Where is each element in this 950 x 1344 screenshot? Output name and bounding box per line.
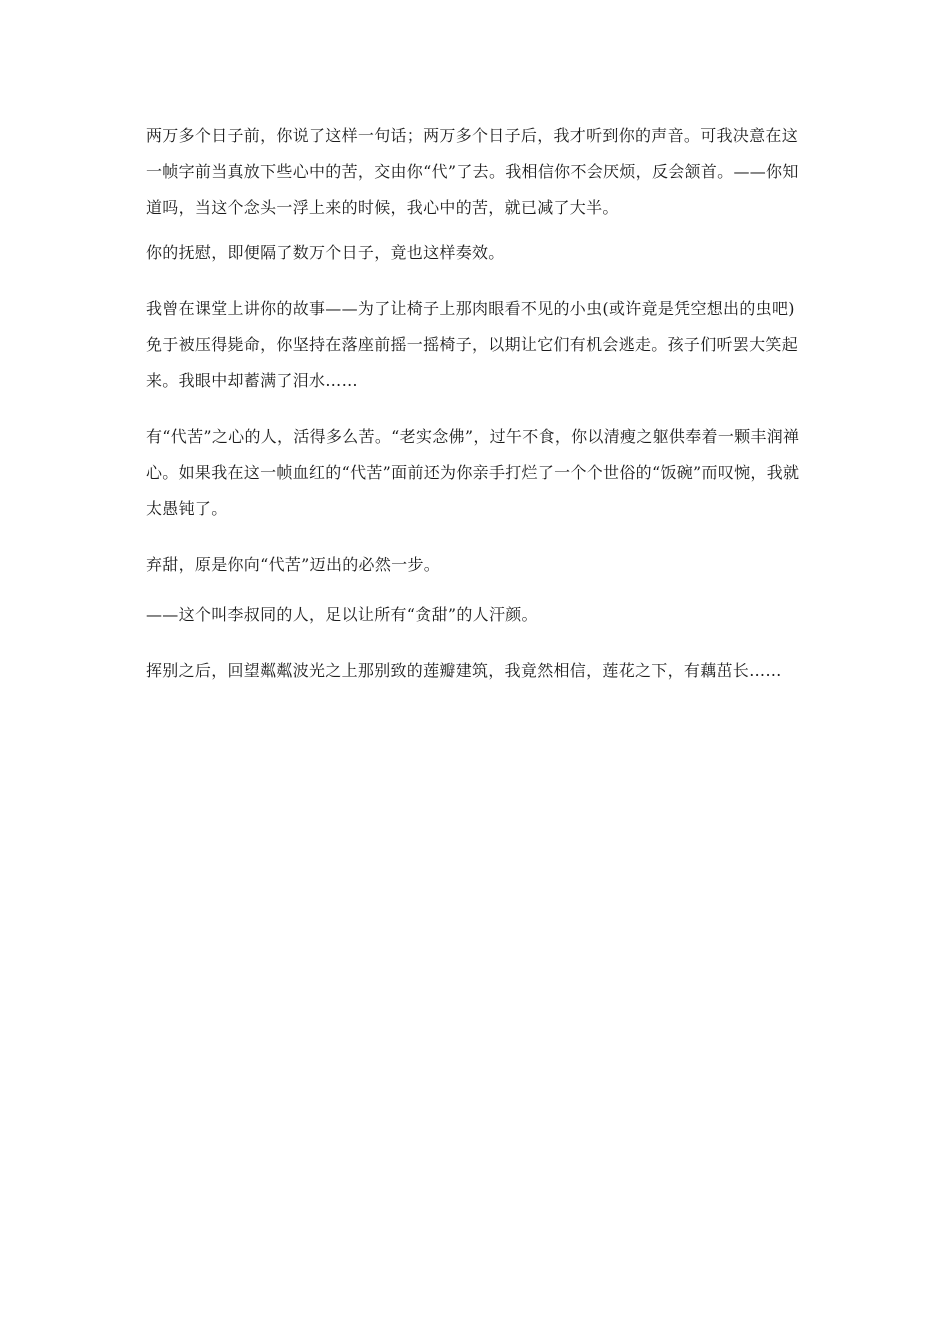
paragraph: 你的抚慰，即便隔了数万个日子，竟也这样奏效。 — [146, 243, 505, 262]
paragraph: 弃甜，原是你向“代苦”迈出的必然一步。 — [146, 555, 441, 574]
paragraph: ——这个叫李叔同的人，足以让所有“贪甜”的人汗颜。 — [146, 605, 538, 624]
paragraph: 我曾在课堂上讲你的故事——为了让椅子上那肉眼看不见的小虫(或许竟是凭空想出的虫吧)免于被压得毙命，你坚持在落座前摇一摇椅子，以期让它们有机会逃走。孩子们听罢大笑起来。我眼中却蓄满了泪水…… — [146, 299, 799, 390]
paragraph: 有“代苦”之心的人，活得多么苦。“老实念佛”，过午不食，你以清瘦之躯供奉着一颗丰润禅心。如果我在这一帧血红的“代苦”面前还为你亲手打烂了一个个世俗的“饭碗”而叹惋，我就太愚钝了。 — [146, 427, 800, 518]
paragraph: 挥别之后，回望粼粼波光之上那别致的莲瓣建筑，我竟然相信，莲花之下，有藕茁长…… — [146, 661, 782, 680]
document-body — [146, 118, 810, 689]
paragraph: 两万多个日子前，你说了这样一句话；两万多个日子后，我才听到你的声音。可我决意在这一帧字前当真放下些心中的苦，交由你“代”了去。我相信你不会厌烦，反会颔首。——你知道吗，当这个念头一浮上来的时候，我心中的苦，就已减了大半。 — [146, 126, 799, 217]
